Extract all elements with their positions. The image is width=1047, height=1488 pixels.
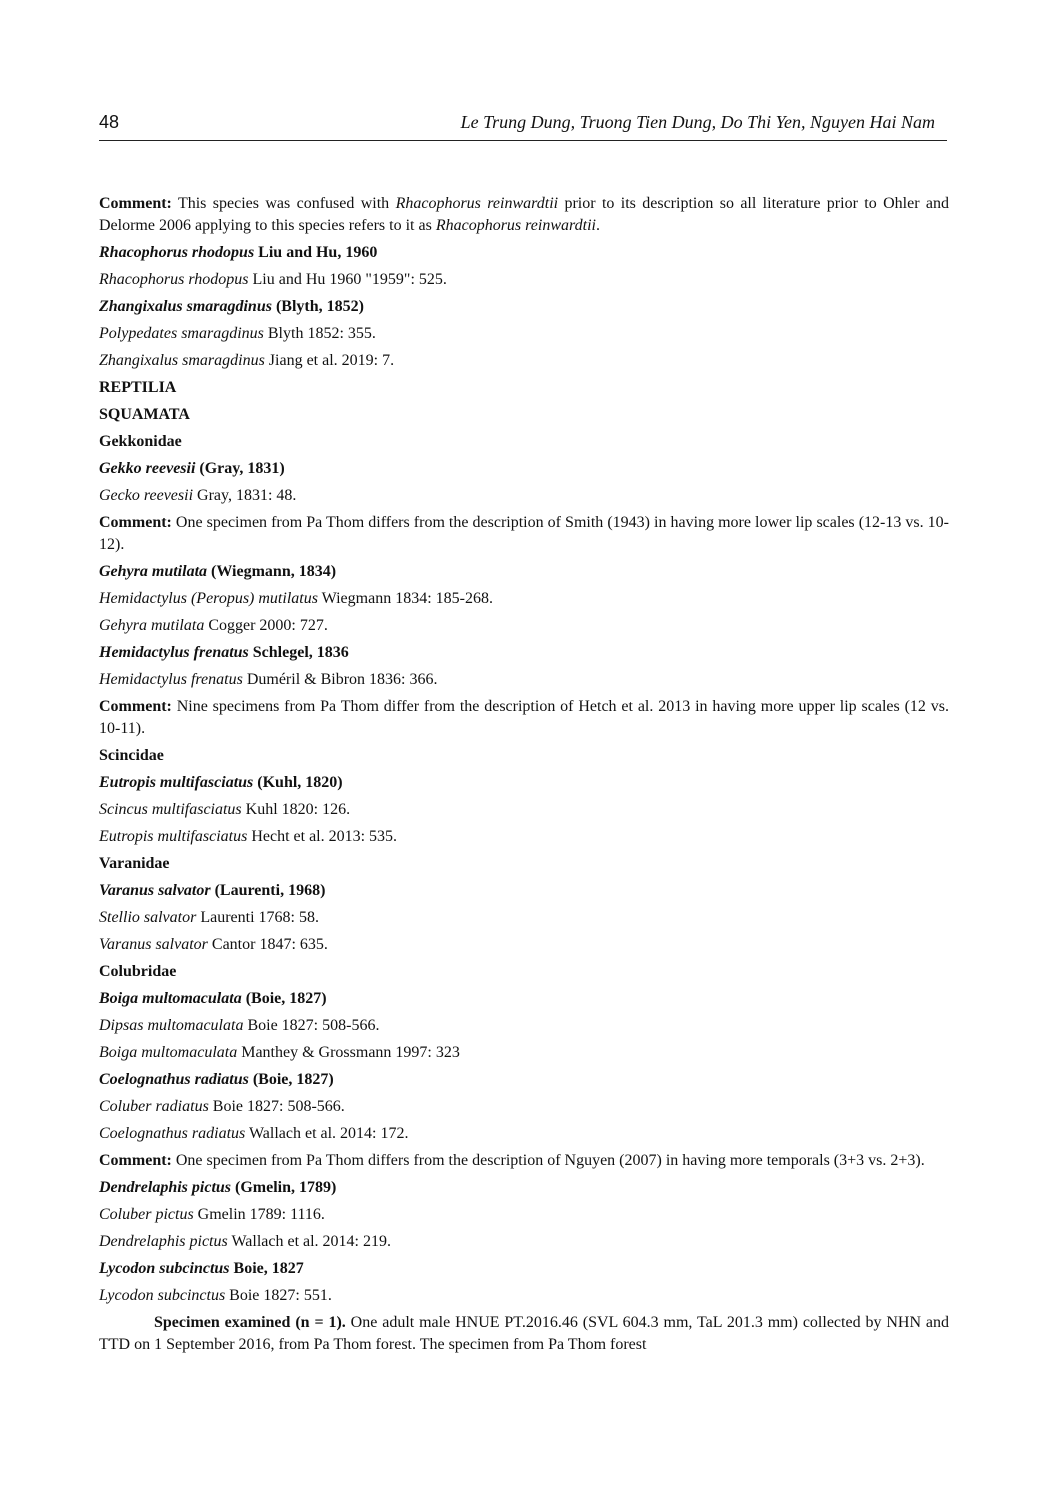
bold-text: Colubridae: [99, 963, 177, 980]
comment-paragraph: [99, 696, 949, 740]
taxon-name: Boiga multomaculata: [99, 1044, 238, 1061]
text-run: One specimen from Pa Thom differs from the description of Smith (1943) in having more lower lip scales (12-13 vs. 10-12).: [99, 514, 949, 553]
family-heading: [99, 431, 949, 453]
bold-text: Comment:: [99, 195, 172, 212]
text-run: Liu and Hu 1960 "1959": 525.: [248, 271, 447, 288]
taxon-name: Coluber radiatus: [99, 1098, 209, 1115]
species-heading: [99, 642, 949, 664]
taxon-name: Hemidactylus frenatus: [99, 644, 249, 661]
taxon-name: Polypedates smaragdinus: [99, 325, 264, 342]
text-run: Nine specimens from Pa Thom differ from the description of Hetch et al. 2013 in having more upper lip scales (12 vs. 10-11).: [99, 698, 949, 737]
bold-text: Comment:: [99, 1152, 172, 1169]
comment-paragraph: [99, 512, 949, 556]
species-heading: [99, 458, 949, 480]
synonym-line: [99, 1096, 949, 1118]
bold-text: (Gray, 1831): [195, 460, 285, 477]
taxon-name: Varanus salvator: [99, 882, 211, 899]
taxon-name: Boiga multomaculata: [99, 990, 242, 1007]
taxon-name: Rhacophorus rhodopus: [99, 244, 255, 261]
species-heading: [99, 242, 949, 264]
taxon-name: Varanus salvator: [99, 936, 208, 953]
comment-paragraph: [99, 1150, 949, 1172]
species-heading: [99, 561, 949, 583]
bold-text: (Laurenti, 1968): [210, 882, 326, 899]
species-heading: [99, 880, 949, 902]
bold-text: Liu and Hu, 1960: [254, 244, 378, 261]
synonym-line: [99, 588, 949, 610]
text-run: Manthey & Grossmann 1997: 323: [237, 1044, 460, 1061]
text-run: Cantor 1847: 635.: [207, 936, 328, 953]
text-run: Wiegmann 1834: 185-268.: [317, 590, 493, 607]
text-run: Jiang et al. 2019: 7.: [264, 352, 395, 369]
taxon-name: Eutropis multifasciatus: [99, 774, 254, 791]
bold-text: Varanidae: [99, 855, 170, 872]
species-heading: [99, 772, 949, 794]
bold-text: Scincidae: [99, 747, 164, 764]
bold-text: Schlegel, 1836: [248, 644, 349, 661]
taxon-name: Gehyra mutilata: [99, 617, 205, 634]
synonym-line: [99, 907, 949, 929]
taxon-name: Dendrelaphis pictus: [99, 1179, 232, 1196]
text-run: One adult male HNUE PT.2016.46 (SVL 604.3 mm, TaL 201.3 mm) collected by NHN and TTD on 1 September 2016, from Pa Thom forest. The specimen from Pa Thom forest: [99, 1314, 950, 1353]
synonym-line: [99, 1204, 949, 1226]
article-body: [99, 193, 949, 1361]
text-run: Gmelin 1789: 1116.: [193, 1206, 325, 1223]
synonym-line: [99, 1285, 949, 1307]
species-heading: [99, 1177, 949, 1199]
species-heading: [99, 988, 949, 1010]
family-heading: [99, 961, 949, 983]
text-run: Hecht et al. 2013: 535.: [247, 828, 398, 845]
synonym-line: [99, 1015, 949, 1037]
synonym-line: [99, 485, 949, 507]
bold-text: (Wiegmann, 1834): [207, 563, 337, 580]
running-head-authors: Le Trung Dung, Truong Tien Dung, Do Thi Yen, Nguyen Hai Nam: [460, 112, 935, 132]
text-run: This species was confused with: [171, 195, 396, 212]
family-heading: [99, 745, 949, 767]
synonym-line: [99, 799, 949, 821]
comment-paragraph: [99, 193, 949, 237]
family-heading: [99, 853, 949, 875]
taxon-name: Dipsas multomaculata: [99, 1017, 244, 1034]
bold-text: (Boie, 1827): [248, 1071, 334, 1088]
synonym-line: [99, 350, 949, 372]
text-run: prior to its description so all literature prior to Ohler and Delorme 2006 applying to this species refers to it as: [99, 195, 949, 234]
page-header: [99, 112, 947, 142]
taxon-name: Lycodon subcinctus: [99, 1287, 226, 1304]
species-heading: [99, 1069, 949, 1091]
taxon-name: Lycodon subcinctus: [99, 1260, 230, 1277]
synonym-line: [99, 1123, 949, 1145]
taxon-heading: [99, 377, 949, 399]
text-run: Cogger 2000: 727.: [204, 617, 328, 634]
text-run: Wallach et al. 2014: 219.: [227, 1233, 391, 1250]
synonym-line: [99, 826, 949, 848]
taxon-name: Coluber pictus: [99, 1206, 194, 1223]
taxon-name: Gehyra mutilata: [99, 563, 208, 580]
text-run: Boie 1827: 508-566.: [208, 1098, 345, 1115]
text-run: Gray, 1831: 48.: [193, 487, 297, 504]
bold-text: (Blyth, 1852): [271, 298, 364, 315]
text-run: Duméril & Bibron 1836: 366.: [242, 671, 438, 688]
species-heading: [99, 1258, 949, 1280]
synonym-line: [99, 615, 949, 637]
bold-text: REPTILIA: [99, 379, 177, 396]
taxon-name: Eutropis multifasciatus: [99, 828, 248, 845]
taxon-name: Hemidactylus (Peropus) mutilatus: [99, 590, 318, 607]
synonym-line: [99, 323, 949, 345]
text-run: Wallach et al. 2014: 172.: [245, 1125, 409, 1142]
text-run: .: [595, 217, 600, 234]
page-number: 48: [99, 112, 120, 132]
taxon-name: Gecko reevesii: [99, 487, 194, 504]
text-run: Blyth 1852: 355.: [263, 325, 376, 342]
synonym-line: [99, 1231, 949, 1253]
text-run: Kuhl 1820: 126.: [241, 801, 351, 818]
taxon-name: Gekko reevesii: [99, 460, 196, 477]
taxon-name: Zhangixalus smaragdinus: [99, 298, 272, 315]
taxon-name: Rhacophorus reinwardtii: [395, 195, 559, 212]
bold-text: Specimen examined (n = 1).: [154, 1314, 346, 1331]
taxon-name: Rhacophorus reinwardtii: [435, 217, 596, 234]
bold-text: Comment:: [99, 514, 172, 531]
taxon-name: Rhacophorus rhodopus: [99, 271, 249, 288]
bold-text: Boie, 1827: [229, 1260, 304, 1277]
synonym-line: [99, 1042, 949, 1064]
text-run: Boie 1827: 508-566.: [243, 1017, 380, 1034]
synonym-line: [99, 934, 949, 956]
taxon-name: Coelognathus radiatus: [99, 1071, 249, 1088]
synonym-line: [99, 269, 949, 291]
taxon-name: Hemidactylus frenatus: [99, 671, 243, 688]
bold-text: Gekkonidae: [99, 433, 182, 450]
taxon-name: Stellio salvator: [99, 909, 197, 926]
taxon-name: Coelognathus radiatus: [99, 1125, 246, 1142]
taxon-name: Zhangixalus smaragdinus: [99, 352, 265, 369]
synonym-line: [99, 669, 949, 691]
bold-text: SQUAMATA: [99, 406, 190, 423]
specimen-paragraph: [99, 1312, 949, 1356]
species-heading: [99, 296, 949, 318]
text-run: One specimen from Pa Thom differs from the description of Nguyen (2007) in having more temporals (3+3 vs. 2+3).: [171, 1152, 925, 1169]
bold-text: (Kuhl, 1820): [253, 774, 343, 791]
taxon-name: Scincus multifasciatus: [99, 801, 242, 818]
bold-text: Comment:: [99, 698, 172, 715]
text-run: Boie 1827: 551.: [225, 1287, 332, 1304]
text-run: Laurenti 1768: 58.: [196, 909, 319, 926]
bold-text: (Boie, 1827): [241, 990, 327, 1007]
taxon-name: Dendrelaphis pictus: [99, 1233, 228, 1250]
bold-text: (Gmelin, 1789): [231, 1179, 337, 1196]
taxon-heading: [99, 404, 949, 426]
header-rule: [99, 140, 947, 141]
